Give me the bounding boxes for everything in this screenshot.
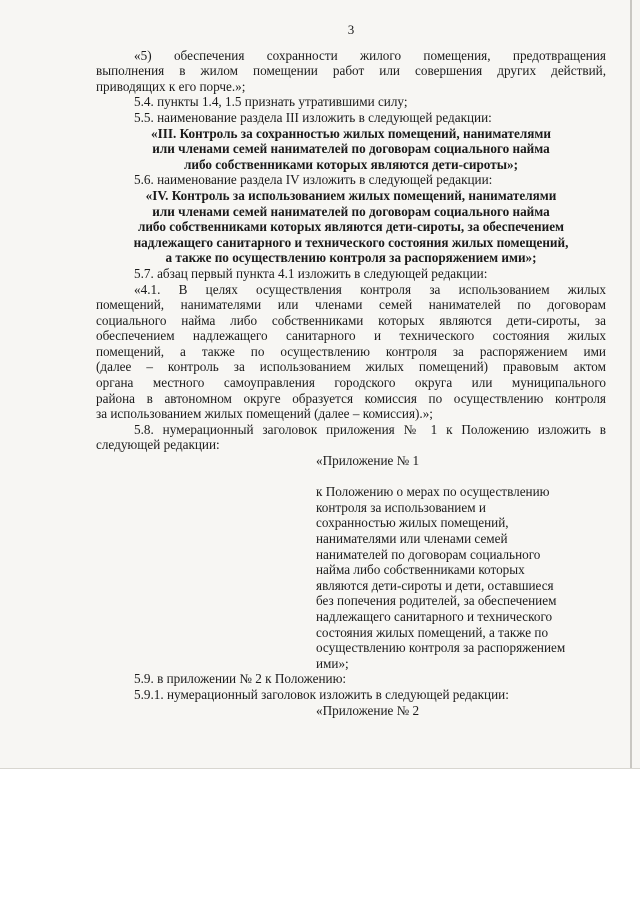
section-heading-line: или членами семей нанимателей по договорам социального найма [152, 141, 550, 157]
appendix-1-line: надлежащего санитарного и технического [316, 608, 553, 624]
appendix-1-title: «Приложение № 1 [316, 453, 420, 469]
text-line: 5.4. пункты 1.4, 1.5 признать утратившими силу; [134, 94, 408, 110]
page-edge-shadow [630, 0, 632, 768]
text-line: выполнения в жилом помещении работ или совершения других действий, [96, 63, 606, 79]
text-line: 5.5. наименование раздела III изложить в следующей редакции: [134, 109, 492, 125]
text-line: приводящих к его порче.»; [96, 78, 246, 94]
appendix-1-line: к Положению о мерах по осуществлению [316, 484, 550, 500]
text-line: органа местного самоуправления городского округа или муниципального [96, 375, 606, 391]
text-line: 5.9.1. нумерационный заголовок изложить в следующей редакции: [134, 686, 509, 702]
section-heading-line: а также по осуществлению контроля за распоряжением ими»; [165, 250, 537, 266]
appendix-1-line: сохранностью жилых помещений, [316, 515, 509, 531]
text-line: помещений, а также по осуществлению контроля за распоряжением ими [96, 343, 606, 359]
appendix-1-line: являются дети-сироты и дети, оставшиеся [316, 577, 554, 593]
text-line: за использованием жилых помещений (далее – комиссия).»; [96, 406, 433, 422]
text-line: 5.9. в приложении № 2 к Положению: [134, 671, 347, 687]
appendix-2-title: «Приложение № 2 [316, 702, 420, 718]
text-line: обеспечением надлежащего санитарного и технического состояния жилых [96, 328, 606, 344]
section-heading-line: либо собственниками которых являются дети-сироты»; [184, 156, 518, 172]
text-line: «5) обеспечения сохранности жилого помещения, предотвращения [134, 47, 606, 63]
appendix-1-line: состояния жилых помещений, а также по [316, 624, 549, 640]
text-line: 5.6. наименование раздела IV изложить в следующей редакции: [134, 172, 493, 188]
page-number: 3 [347, 22, 355, 37]
text-line: 5.8. нумерационный заголовок приложения № 1 к Положению изложить в [134, 421, 606, 437]
text-line: помещений, нанимателями или членами семей нанимателей по договорам [96, 297, 606, 313]
appendix-1-line: найма либо собственниками которых [316, 562, 525, 578]
document-body [96, 22, 606, 718]
text-line: (далее – контроль за использованием жилых помещений) правовым актом [96, 359, 606, 375]
text-line: «4.1. В целях осуществления контроля за использованием жилых [134, 281, 606, 297]
section-heading-line: или членами семей нанимателей по договорам социального найма [152, 203, 550, 219]
appendix-1-line: нанимателей по договорам социального [316, 546, 541, 562]
section-heading-line: «IV. Контроль за использованием жилых помещений, нанимателями [145, 187, 557, 203]
appendix-1-line: контроля за использованием и [316, 499, 486, 515]
section-heading-line: надлежащего санитарного и технического состояния жилых помещений, [133, 234, 569, 250]
spacer [96, 469, 606, 485]
text-line: следующей редакции: [96, 437, 220, 453]
section-heading-line: либо собственниками которых являются дети-сироты, за обеспечением [137, 219, 565, 235]
appendix-1-line: осуществлению контроля за распоряжением [316, 640, 566, 656]
section-heading-line: «III. Контроль за сохранностью жилых помещений, нанимателями [151, 125, 551, 141]
appendix-1-line: ими»; [316, 655, 349, 671]
text-line: района в автономном округе образуется комиссия по осуществлению контроля [96, 390, 606, 406]
appendix-1-line: без попечения родителей, за обеспечением [316, 593, 557, 609]
appendix-1-line: нанимателями или членами семей [316, 531, 508, 546]
text-line: социального найма либо собственниками которых являются дети-сироты, за [96, 312, 606, 328]
text-line: 5.7. абзац первый пункта 4.1 изложить в следующей редакции: [134, 265, 488, 281]
